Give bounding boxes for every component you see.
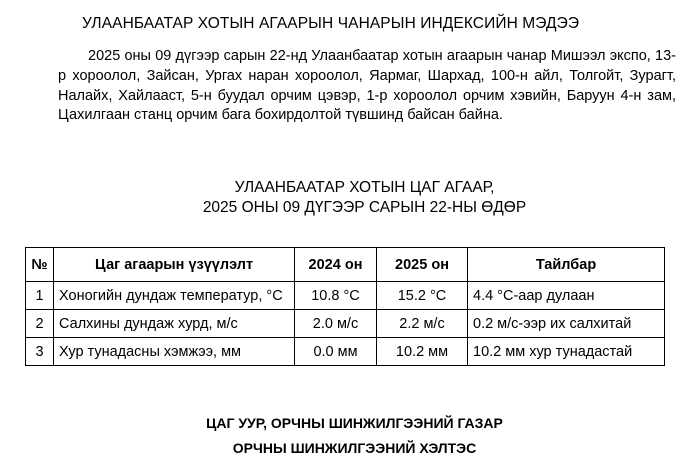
table-row	[26, 282, 665, 310]
row-value-2024: 10.8 °С	[295, 282, 377, 310]
row-indicator: Салхины дундаж хурд, м/с	[54, 310, 295, 338]
document-title: УЛААНБААТАР ХОТЫН АГААРЫН ЧАНАРЫН ИНДЕКСИЙН МЭДЭЭ	[82, 15, 580, 32]
row-note: 4.4 °С-аар дулаан	[468, 282, 665, 310]
header-number: №	[26, 248, 54, 282]
table-row	[26, 310, 665, 338]
row-value-2025: 15.2 °С	[377, 282, 468, 310]
header-note: Тайлбар	[468, 248, 665, 282]
row-number: 2	[26, 310, 54, 338]
weather-subtitle-line2: 2025 ОНЫ 09 ДҮГЭЭР САРЫН 22-НЫ ӨДӨР	[202, 199, 527, 216]
footer-department: ОРЧНЫ ШИНЖИЛГЭЭНИЙ ХЭЛТЭС	[232, 440, 477, 456]
header-2025: 2025 он	[377, 248, 468, 282]
weather-subtitle-line1: УЛААНБААТАР ХОТЫН ЦАГ АГААР,	[234, 179, 495, 196]
summary-paragraph: 2025 оны 09 дүгээр сарын 22-нд Улаанбаатар хотын агаарын чанар Мишээл экспо, 13-р хороолол, Зайсан, Ургах наран хороолол, Яармаг, Шархад, 100-н айл, Толгойт, Зурагт, Налайх, Хайлааст, 5-н буудал орчим цэвэр, 1-р хороолол орчим хэвийн, Баруун 4-н зам, Цахилгаан станц орчим бага бохирдолтой түвшинд байсан байна.	[58, 48, 676, 124]
row-indicator: Хоногийн дундаж температур, °С	[54, 282, 295, 310]
row-note: 10.2 мм хур тунадастай	[468, 338, 665, 366]
row-indicator: Хур тунадасны хэмжээ, мм	[54, 338, 295, 366]
row-note: 0.2 м/с-ээр их салхитай	[468, 310, 665, 338]
header-2024: 2024 он	[295, 248, 377, 282]
header-indicator: Цаг агаарын үзүүлэлт	[54, 248, 295, 282]
row-number: 3	[26, 338, 54, 366]
row-value-2024: 0.0 мм	[295, 338, 377, 366]
row-value-2024: 2.0 м/с	[295, 310, 377, 338]
footer-agency: ЦАГ УУР, ОРЧНЫ ШИНЖИЛГЭЭНИЙ ГАЗАР	[206, 415, 503, 431]
table-header-row	[26, 248, 665, 282]
row-value-2025: 2.2 м/с	[377, 310, 468, 338]
weather-table	[25, 247, 665, 366]
row-number: 1	[26, 282, 54, 310]
row-value-2025: 10.2 мм	[377, 338, 468, 366]
table-row	[26, 338, 665, 366]
